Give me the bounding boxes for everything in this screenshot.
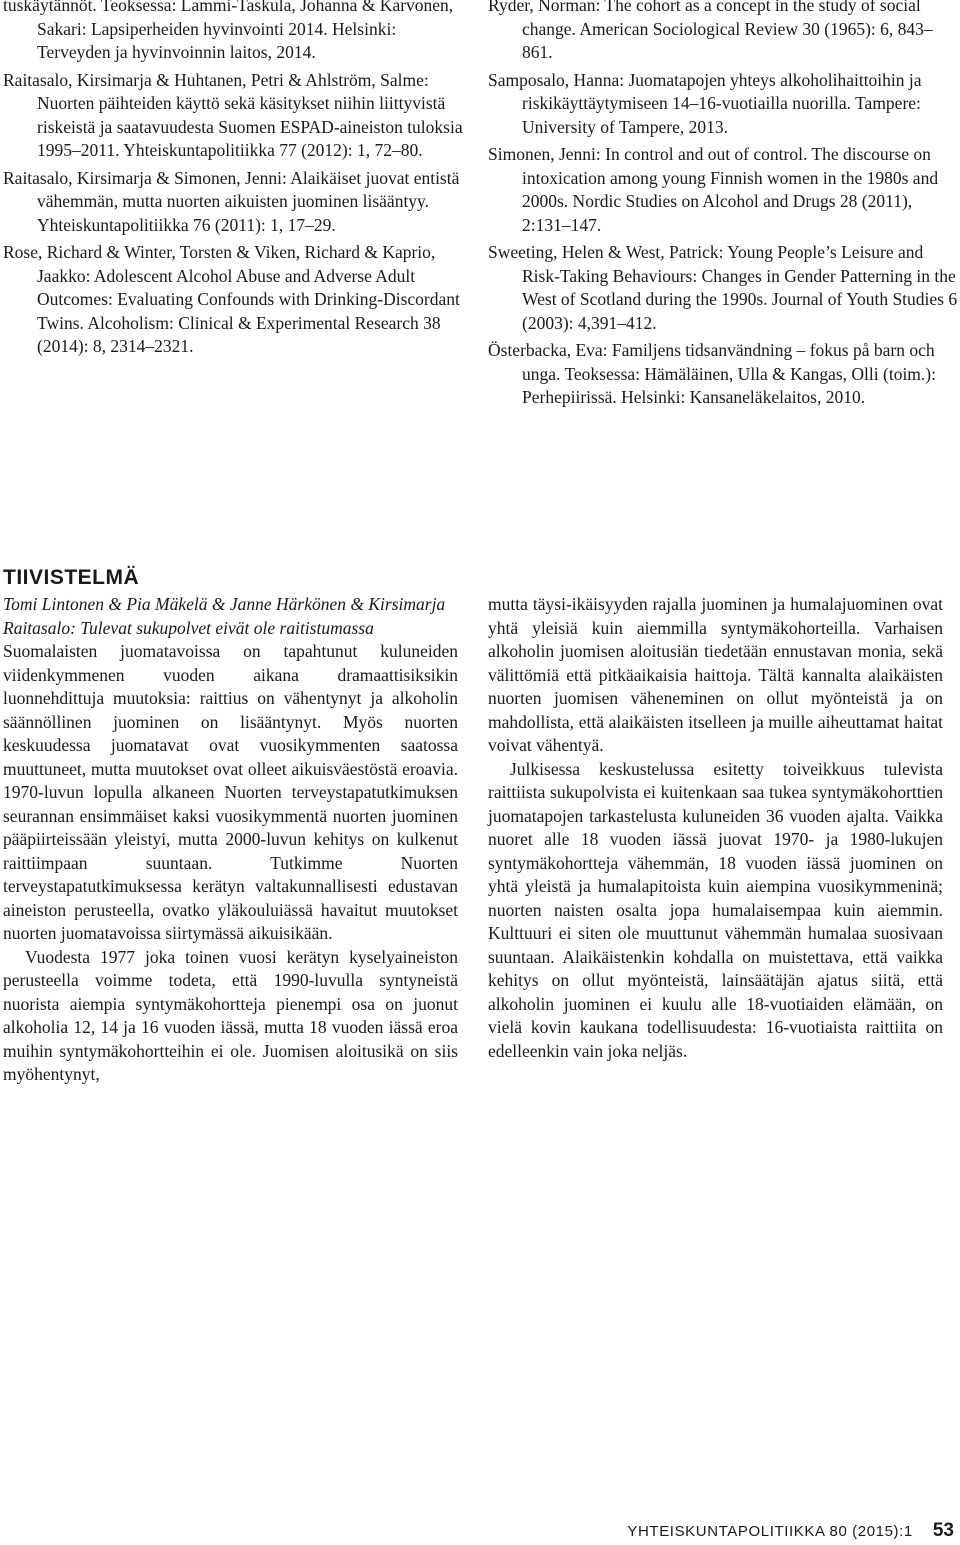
reference-entry: Sweeting, Helen & West, Patrick: Young People’s Leisure and Risk-Taking Behaviours: Changes in Gender Patterning in the West of Scotland during the 1990s. Journal of Youth Studies 6 (2003): 4,391–412. [488,242,958,333]
references-left-column [3,0,473,363]
summary-title: Tomi Lintonen & Pia Mäkelä & Janne Härkönen & Kirsimarja Raitasalo: Tulevat sukupolvet eivät ole raitistumassa [3,594,446,638]
page-number: 53 [932,1520,954,1541]
reference-entry: tuskäytännöt. Teoksessa: Lammi-Taskula, Johanna & Karvonen, Sakari: Lapsiperheiden hyvinvointi 2014. Helsinki: Terveyden ja hyvinvoinnin laitos, 2014. [3,0,454,62]
reference-entry: Ryder, Norman: The cohort as a concept in the study of social change. American Sociological Review 30 (1965): 6, 843–861. [488,0,933,62]
summary-paragraph: Suomalaisten juomatavoissa on tapahtunut kuluneiden viidenkymmenen vuoden aikana dramaattisiksikin luonnehdittuja muutoksia: raittius on vähentynyt ja alkoholin säännöllinen juominen on lisääntynyt. Myös nuorten keskuudessa juomatavat ovat vuosikymmenten saatossa muuttuneet, mutta muutokset ovat olleet aikuisväestöstä eroavia. 1970-luvun lopulla alkaneen Nuorten terveystapatutkimuksen seurannan ensimmäiset kaksi vuosikymmentä nuorten juominen pääpiirteissään yleistyi, mutta 2000-luvun kehitys on kulkenut raittiimpaan suuntaan. Tutkimme Nuorten terveystapatutkimuksessa kerätyn valtakunnallisesti edustavan aineiston perusteella, ovatko yläkouluiässä havaitut muutokset nuorten juomatavoissa siirtymässä aikuisikään. [3,641,458,943]
summary-right-column [488,593,943,1063]
reference-entry: Rose, Richard & Winter, Torsten & Viken, Richard & Kaprio, Jaakko: Adolescent Alcohol Abuse and Adverse Adult Outcomes: Evaluating Confounds with Drinking-Discordant Twins. Alcoholism: Clinical & Experimental Research 38 (2014): 8, 2314–2321. [3,242,460,356]
reference-entry: Simonen, Jenni: In control and out of control. The discourse on intoxication among young Finnish women in the 1980s and 2000s. Nordic Studies on Alcohol and Drugs 28 (2011), 2:131–147. [488,144,939,235]
reference-entry: Raitasalo, Kirsimarja & Simonen, Jenni: Alaikäiset juovat entistä vähemmän, mutta nuorten aikuisten juominen lisääntyy. Yhteiskuntapolitiikka 76 (2011): 1, 17–29. [3,167,460,235]
summary-paragraph: Julkisessa keskustelussa esitetty toiveikkuus tulevista raittiista sukupolvista ei kuitenkaan saa tukea syntymäkohorttien juomatapojen tarkastelusta kuluneiden 36 vuoden ajalta. Vaikka nuoret alle 18 vuoden iässä juovat 1970- ja 1980-lukujen syntymäkohortteja vähemmän, 18 vuoden iässä juominen on yhtä yleistä ja humalapitoista kuin aiempina vuosikymmeninä; nuorten naisten osalta jopa humalaisempaa kuin aiemmin. Kulttuuri ei siten ole muuttunut vähemmän humalaa suosivaan suuntaan. Alaikäistenkin kohdalla on muistettava, että vaikka kehitys on ollut myönteistä, lainsäätäjän ajatus siitä, että alkoholin juominen ei kuulu alle 18-vuotiaiden elämään, on vielä kovin kaukana todellisuudesta: 16-vuotiaista raittiita on edelleenkin vain joka neljäs. [488,758,943,1061]
summary-heading: TIIVISTELMÄ [3,566,140,589]
reference-entry: Österbacka, Eva: Familjens tidsanvändning – fokus på barn och unga. Teoksessa: Hämäläinen, Ulla & Kangas, Olli (toim.): Perhepiirissä. Helsinki: Kansaneläkelaitos, 2010. [488,340,936,407]
summary-paragraph: mutta täysi-ikäisyyden rajalla juominen ja humalajuominen ovat yhtä yleisiä kuin aiemmilla syntymäkohorteilla. Varhaisen alkoholin juomisen aloitusiän tiedetään ennustavan monia, sekä välittömiä että pitkäaikaisia haittoja. Tältä kannalta alaikäisten nuorten juomisen väheneminen on ollut myönteistä ja on mahdollista, että alaikäisten itselleen ja muille aiheuttamat haitat voivat vähentyä. [488,594,943,755]
summary-paragraph: Vuodesta 1977 joka toinen vuosi kerätyn kyselyaineiston perusteella voimme todeta, että 1990-luvulla syntyneistä nuorista aiempia syntymäkohortteja pienempi osa on juonut alkoholia 12, 14 ja 16 vuoden iässä, mutta 18 vuoden iässä eroa muihin syntymäkohortteihin ei ole. Juomisen aloitusikä on siis myöhentynyt, [3,946,458,1084]
reference-entry: Samposalo, Hanna: Juomatapojen yhteys alkoholihaittoihin ja riskikäyttäytymiseen 14–16-vuotiailla nuorilla. Tampere: University of Tampere, 2013. [488,69,922,137]
references-right-column [488,0,958,414]
journal-info: YHTEISKUNTAPOLITIIKKA 80 (2015):1 [627,1523,913,1540]
summary-left-column [3,593,458,1087]
page-footer [627,1520,954,1542]
reference-entry: Raitasalo, Kirsimarja & Huhtanen, Petri & Ahlström, Salme: Nuorten päihteiden käyttö sekä käsitykset niihin liittyvistä riskeistä ja saatavuudesta Suomen ESPAD-aineiston tuloksia 1995–2011. Yhteiskuntapolitiikka 77 (2012): 1, 72–80. [3,69,463,160]
